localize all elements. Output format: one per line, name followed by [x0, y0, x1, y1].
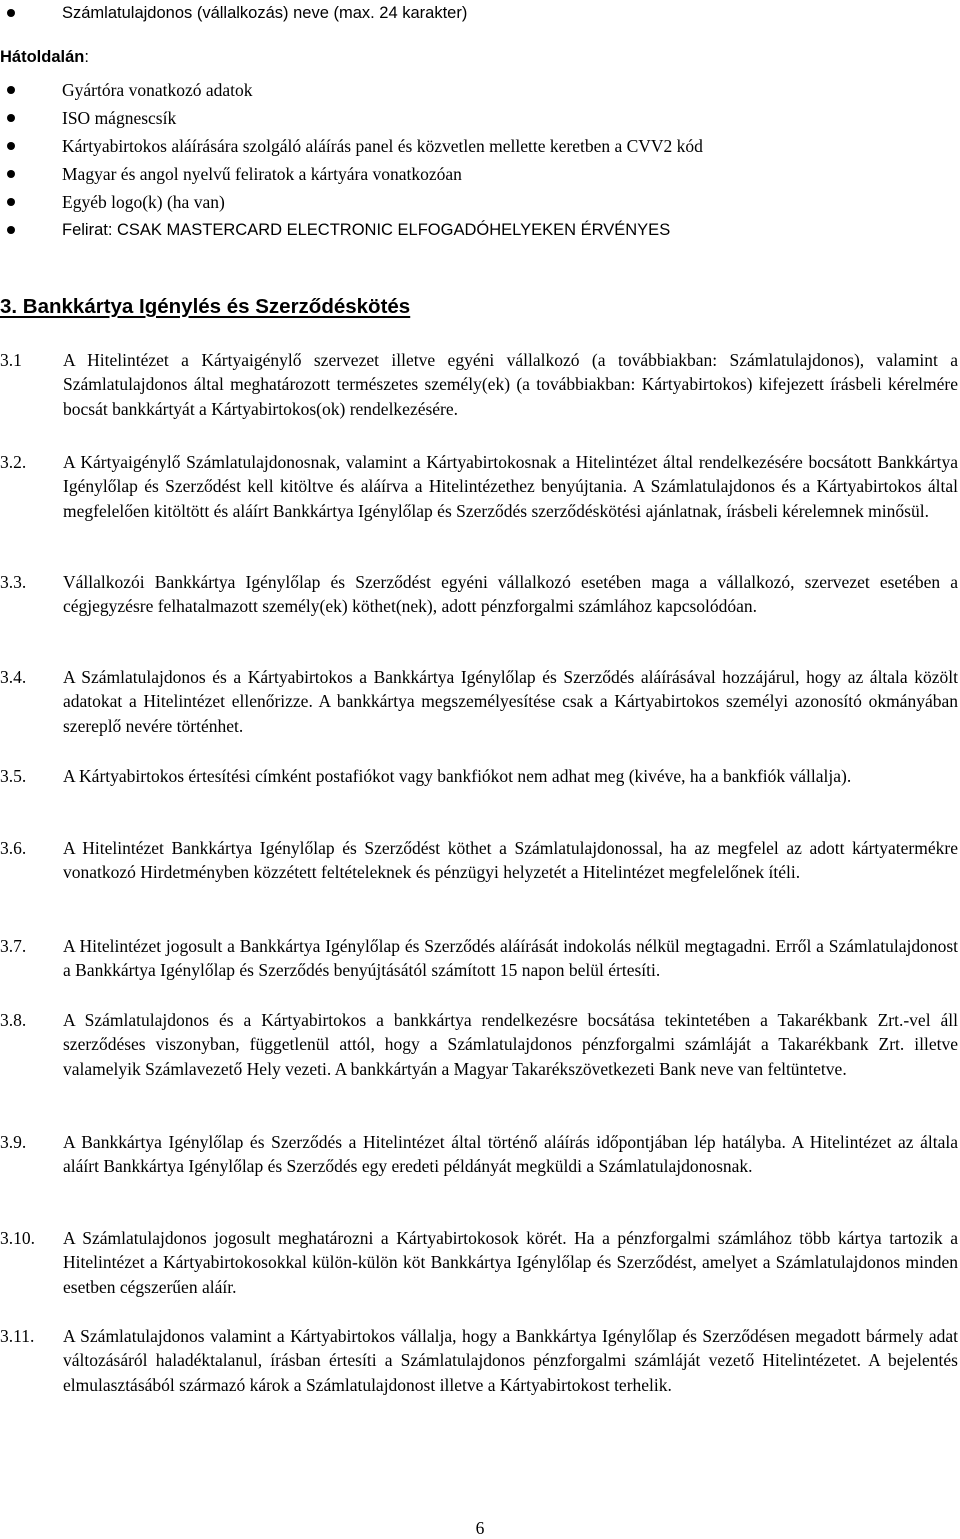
bullet-icon	[7, 170, 15, 178]
bullet-text: Egyéb logo(k) (ha van)	[62, 192, 225, 212]
bullet-icon	[7, 142, 15, 150]
bullet-text: Kártyabirtokos aláírására szolgáló aláírás panel és közvetlen mellette keretben a CVV2 kód	[62, 136, 703, 156]
clause-text: A Hitelintézet jogosult a Bankkártya Igénylőlap és Szerződés aláírását indokolás nélkül megtagadni. Erről a Számlatulajdonost a Bankkártya Igénylőlap és Szerződés benyújtásától számított 15 napon belül értesíti.	[63, 936, 958, 981]
clause-number: 3.2.	[0, 452, 27, 472]
section-heading: 3. Bankkártya Igénylés és Szerződéskötés	[0, 295, 411, 318]
bullet-icon	[7, 86, 15, 94]
clause-number: 3.4.	[0, 667, 27, 687]
bullet-text: Felirat: CSAK MASTERCARD ELECTRONIC ELFOGADÓHELYEKEN ÉRVÉNYES	[62, 221, 671, 239]
clause-text: Vállalkozói Bankkártya Igénylőlap és Szerződést egyéni vállalkozó esetében maga a vállalkozó, szervezet esetében a cégjegyzésre felhatalmazott személy(ek) köthet(nek), adott pénzforgalmi számlához kapcsolódóan.	[63, 572, 958, 617]
clause-text: A Számlatulajdonos és a Kártyabirtokos a bankkártya rendelkezésre bocsátása tekintetében a Takarékbank Zrt.-vel áll szerződéses viszonyban, függetlenül attól, hogy a Számlatulajdonos pénzforgalmi számláját a Takarékbank Zrt. illetve valamelyik Számlavezető Hely vezeti. A bankkártyán a Magyar Takarékszövetkezeti Bank neve van feltüntetve.	[63, 1010, 958, 1079]
bullet-icon	[7, 9, 15, 17]
clause-number: 3.10.	[0, 1228, 35, 1248]
clause-number: 3.1	[0, 350, 22, 370]
bullet-text: Számlatulajdonos (vállalkozás) neve (max. 24 karakter)	[62, 4, 468, 22]
clause-number: 3.11.	[0, 1326, 35, 1346]
bullet-icon	[7, 226, 15, 234]
clause-text: A Kártyabirtokos értesítési címként postafiókot vagy bankfiókot nem adhat meg (kivéve, ha a bankfiók vállalja).	[63, 766, 852, 786]
clause-text: A Hitelintézet Bankkártya Igénylőlap és Szerződést köthet a Számlatulajdonossal, ha az megfelel az adott kártyatermékre vonatkozó Hirdetményben közzétett feltételeknek és pénzügyi helyzetét a Hitelintézet megfelelőnek ítéli.	[63, 838, 958, 883]
bullet-icon	[7, 114, 15, 122]
bullet-text: Gyártóra vonatkozó adatok	[62, 80, 253, 100]
bullet-icon	[7, 198, 15, 206]
back-side-label-colon: :	[84, 48, 89, 66]
clause-number: 3.7.	[0, 936, 27, 956]
clause-text: A Számlatulajdonos és a Kártyabirtokos a Bankkártya Igénylőlap és Szerződés aláírásával hozzájárul, hogy az általa közölt adatokat a Hitelintézet ellenőrizze. A bankkártya megszemélyesítése csak a Kártyabirtokos személyi azonosító okmányában szereplő nevére történhet.	[63, 667, 958, 736]
bullet-text: Magyar és angol nyelvű feliratok a kártyára vonatkozóan	[62, 164, 462, 184]
clause-number: 3.9.	[0, 1132, 27, 1152]
back-side-label-bold: Hátoldalán	[0, 48, 85, 66]
clause-text: A Kártyaigénylő Számlatulajdonosnak, valamint a Kártyabirtokosnak a Hitelintézet által rendelkezésére bocsátott Bankkártya Igénylőlap és Szerződést kell kitöltve és aláírva a Hitelintézethez benyújtania. A Számlatulajdonos és a Kártyabirtokos által megfelelően kitöltött és aláírt Bankkártya Igénylőlap és Szerződés szerződéskötési ajánlatnak, írásbeli kérelemnek minősül.	[63, 452, 958, 521]
bullet-text: ISO mágnescsík	[62, 108, 177, 128]
clause-number: 3.5.	[0, 766, 27, 786]
page-number: 6	[475, 1518, 485, 1538]
back-side-label	[0, 46, 89, 68]
clause-text: A Bankkártya Igénylőlap és Szerződés a Hitelintézet által történő aláírás időpontjában lép hatályba. A Hitelintézet az általa aláírt Bankkártya Igénylőlap és Szerződés egy eredeti példányát megküldi a Számlatulajdonosnak.	[63, 1132, 958, 1177]
clause-text: A Hitelintézet a Kártyaigénylő szervezet illetve egyéni vállalkozó (a továbbiakban: Számlatulajdonos), valamint a Számlatulajdonos által meghatározott természetes személy(ek) (a továbbiakban: Kártyabirtokos) kifejezett írásbeli kérelmére bocsát bankkártyát a Kártyabirtokos(ok) rendelkezésére.	[63, 350, 958, 419]
clause-number: 3.6.	[0, 838, 27, 858]
clause-number: 3.8.	[0, 1010, 27, 1030]
clause-text: A Számlatulajdonos jogosult meghatározni a Kártyabirtokosok körét. Ha a pénzforgalmi számlához több kártya tartozik a Hitelintézet a Kártyabirtokosokkal külön-külön köt Bankkártya Igénylőlap és Szerződést, amelyet a Számlatulajdonos minden esetben cégszerűen aláír.	[63, 1228, 958, 1297]
clause-number: 3.3.	[0, 572, 27, 592]
clause-text: A Számlatulajdonos valamint a Kártyabirtokos vállalja, hogy a Bankkártya Igénylőlap és Szerződésen megadott bármely adat változásáról haladéktalanul, írásban értesíti a Számlatulajdonos pénzforgalmi számláját vezető Hitelintézetet. A bejelentés elmulasztásából származó károk a Számlatulajdonost illetve a Kártyabirtokost terhelik.	[63, 1326, 958, 1395]
